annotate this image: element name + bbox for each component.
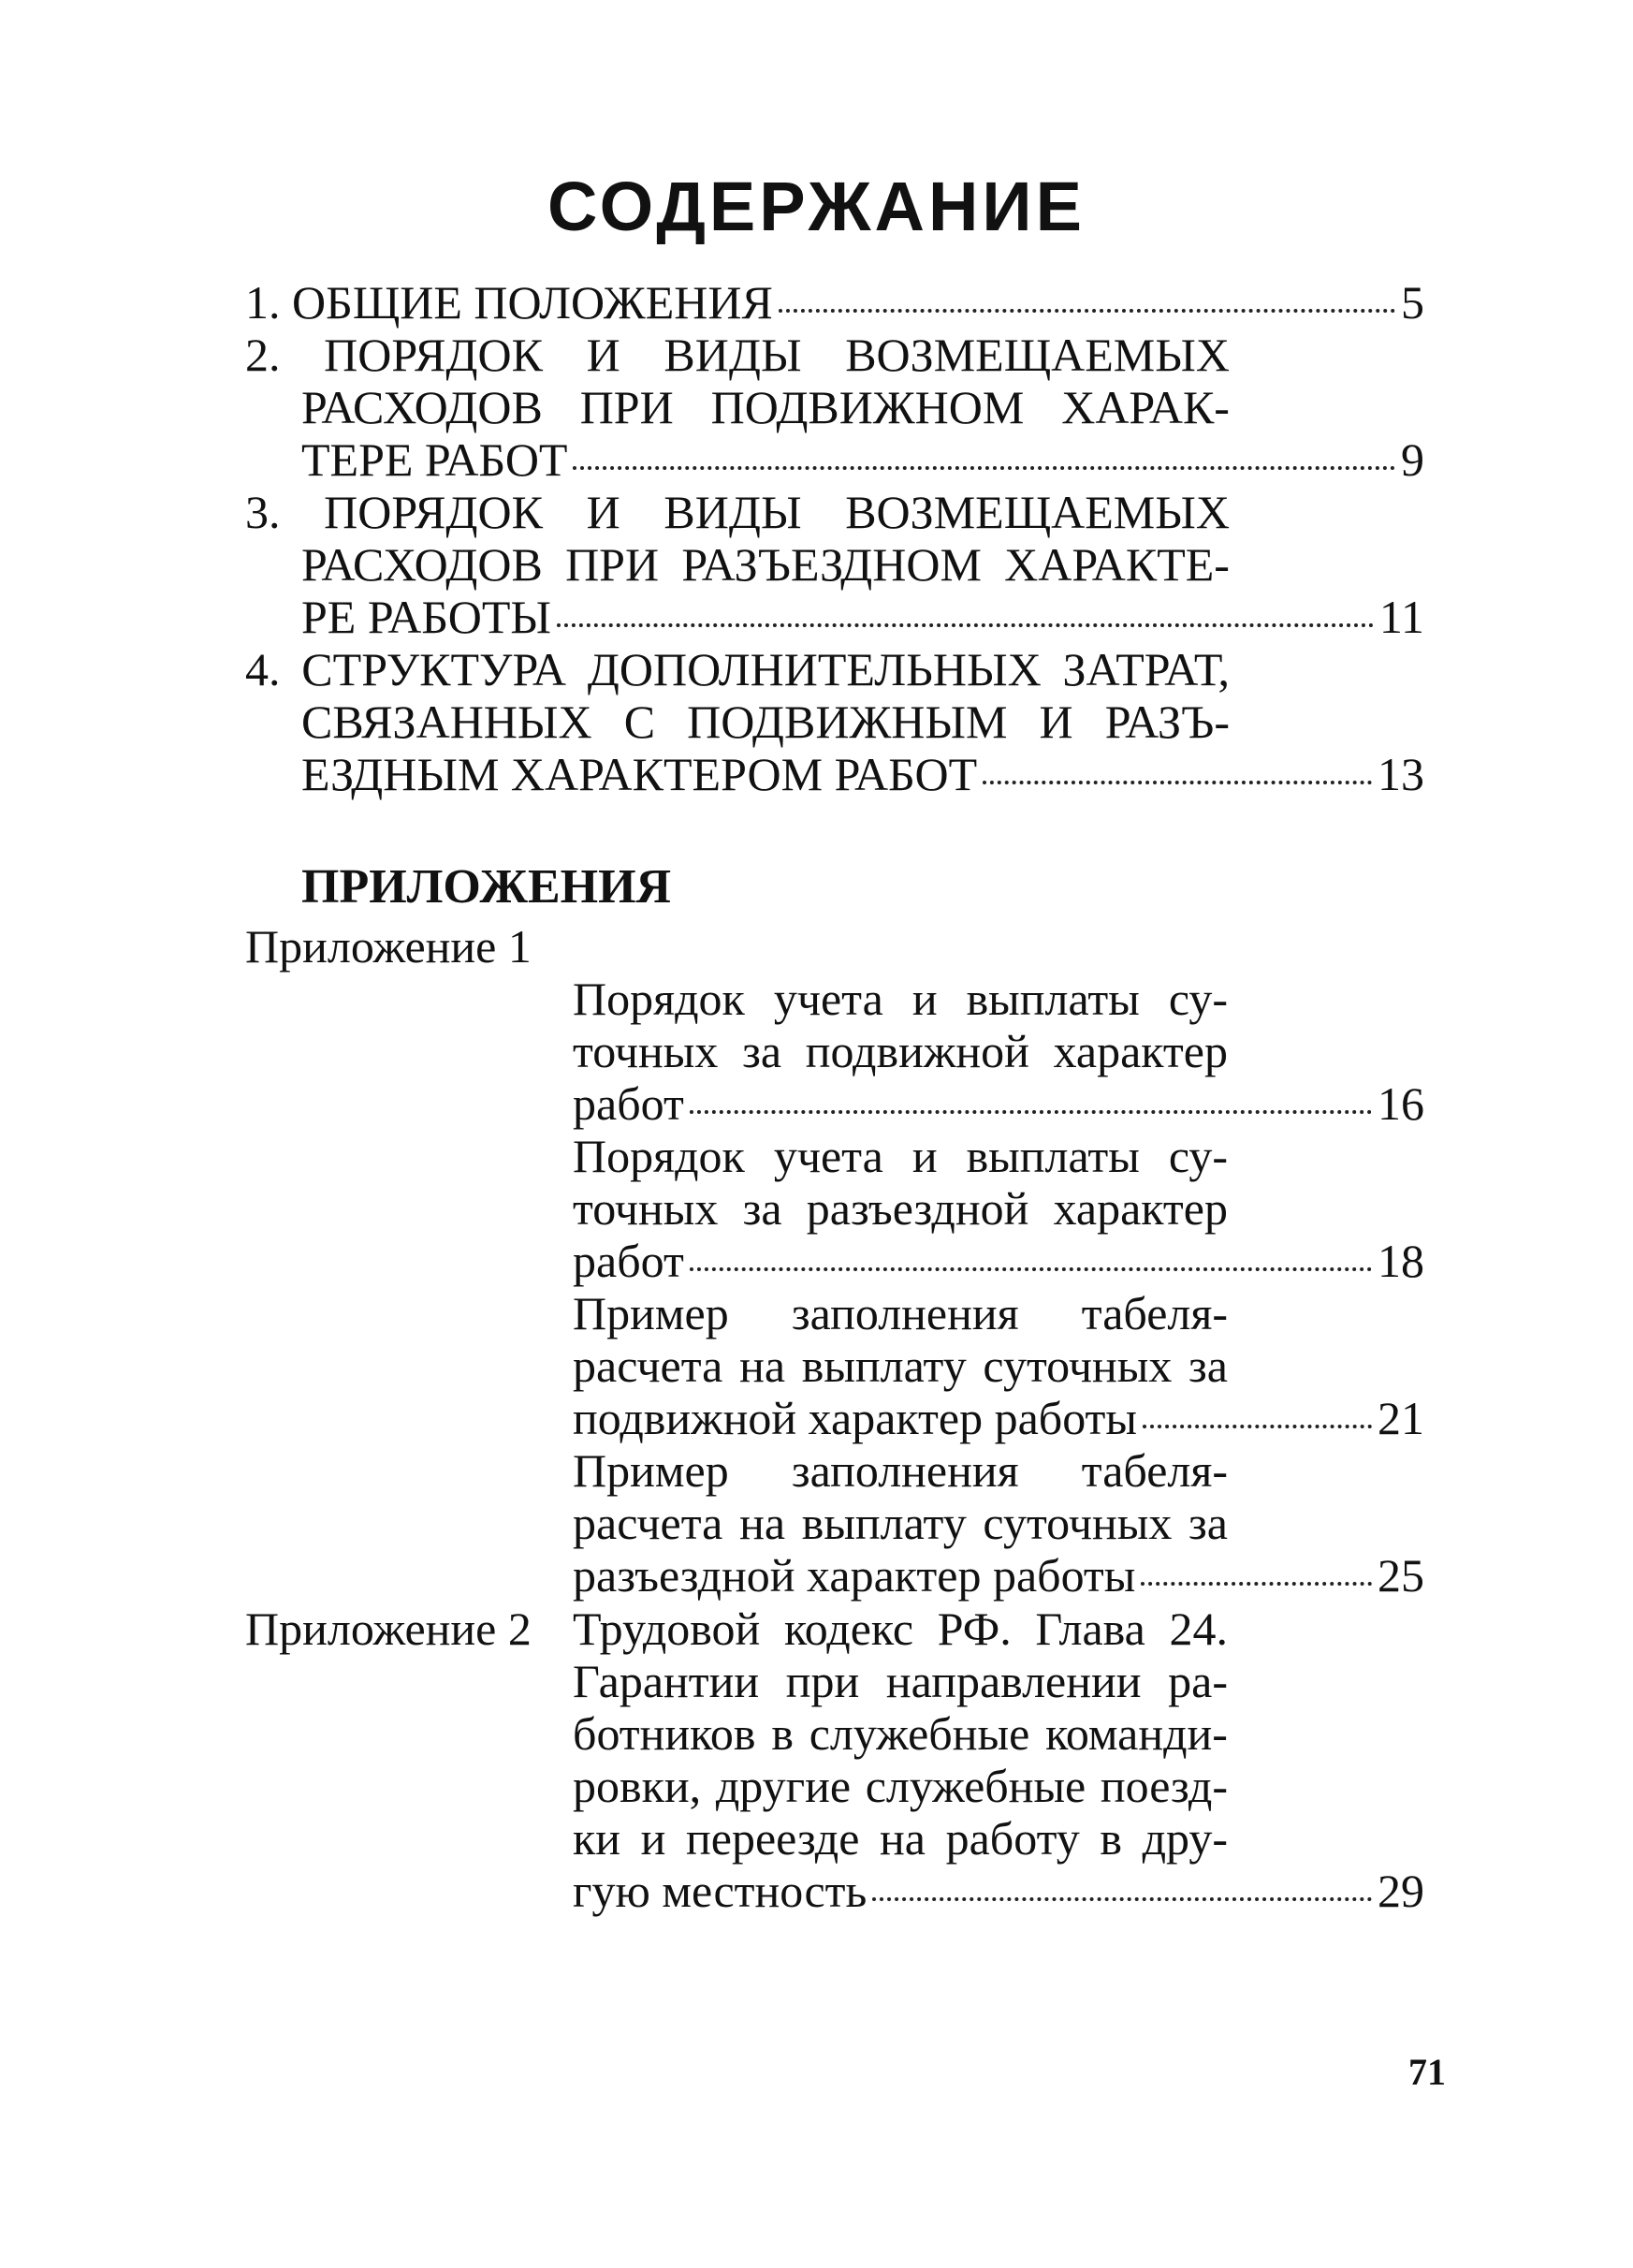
toc-line: расчета на выплату суточных за (573, 1497, 1228, 1549)
toc-page-number: 29 (1378, 1865, 1424, 1917)
toc-entry-last-line (573, 1392, 1424, 1444)
toc-entry (245, 486, 1424, 643)
toc-entry-last-line (573, 1549, 1424, 1602)
toc-page-number: 11 (1378, 591, 1424, 643)
toc-entry (573, 1602, 1424, 1917)
toc-line: 2. ПОРЯДОК И ВИДЫ ВОЗМЕЩАЕМЫХ (245, 329, 1230, 381)
toc-entry-text: гую местность (573, 1865, 868, 1917)
appendix-1-items (573, 973, 1424, 1602)
toc-page-number: 16 (1378, 1077, 1424, 1130)
toc-page-number: 21 (1378, 1392, 1424, 1444)
toc-entry-text: ТЕРЕ РАБОТ (301, 433, 568, 486)
leader-dots (779, 309, 1395, 313)
toc-page-number: 25 (1378, 1549, 1424, 1602)
toc-line: расчета на выплату суточных за (573, 1339, 1228, 1392)
toc-entry-last-line (573, 1235, 1424, 1287)
toc-entry-last-line (573, 1865, 1424, 1917)
toc-line: ки и переезде на работу в дру- (573, 1812, 1228, 1865)
leader-dots (557, 623, 1374, 627)
toc-entry-last-line (245, 433, 1424, 486)
toc-line: Гарантии при направлении ра- (573, 1655, 1228, 1707)
toc-line: Трудовой кодекс РФ. Глава 24. (573, 1602, 1228, 1655)
toc-entry (245, 643, 1424, 800)
toc-entry-last-line (245, 276, 1424, 329)
toc-line: 4. СТРУКТУРА ДОПОЛНИТЕЛЬНЫХ ЗАТРАТ, (245, 643, 1230, 695)
toc-page-number: 13 (1378, 748, 1424, 800)
toc-entry (573, 1287, 1424, 1444)
toc-entry (245, 276, 1424, 329)
toc-page-number: 9 (1401, 433, 1424, 486)
leader-dots (983, 781, 1372, 784)
toc-line: ровки, другие служебные поезд- (573, 1760, 1228, 1812)
table-of-contents (245, 276, 1424, 800)
toc-entry-text: подвижной характер работы (573, 1392, 1138, 1444)
toc-page-number: 18 (1378, 1235, 1424, 1287)
appendices-heading: ПРИЛОЖЕНИЯ (301, 860, 672, 914)
toc-entry-last-line (573, 1077, 1424, 1130)
toc-entry (573, 1130, 1424, 1287)
toc-line: РАСХОДОВ ПРИ ПОДВИЖНОМ ХАРАК- (301, 381, 1230, 433)
toc-line: РАСХОДОВ ПРИ РАЗЪЕЗДНОМ ХАРАКТЕ- (301, 538, 1230, 591)
toc-line: 3. ПОРЯДОК И ВИДЫ ВОЗМЕЩАЕМЫХ (245, 486, 1230, 538)
toc-line: Пример заполнения табеля- (573, 1444, 1228, 1497)
toc-page-number: 5 (1401, 276, 1424, 329)
toc-entry-last-line (245, 591, 1424, 643)
appendix-2-label: Приложение 2 (245, 1602, 532, 1655)
toc-line: Пример заполнения табеля- (573, 1287, 1228, 1339)
toc-line: СВЯЗАННЫХ С ПОДВИЖНЫМ И РАЗЪ- (301, 695, 1230, 748)
toc-entry-text: РЕ РАБОТЫ (301, 591, 551, 643)
appendix-2-items (573, 1602, 1424, 1917)
toc-entry-text: разъездной характер работы (573, 1549, 1136, 1602)
leader-dots (573, 466, 1395, 470)
toc-entry (573, 1444, 1424, 1602)
toc-line: Порядок учета и выплаты су- (573, 973, 1228, 1025)
toc-entry-text: ЕЗДНЫМ ХАРАКТЕРОМ РАБОТ (301, 748, 978, 800)
toc-line: точных за подвижной характер (573, 1025, 1228, 1077)
leader-dots (1141, 1582, 1372, 1586)
toc-entry (245, 329, 1424, 486)
toc-entry-text: работ (573, 1077, 684, 1130)
page-title: СОДЕРЖАНИЕ (547, 168, 1086, 245)
appendix-1-label: Приложение 1 (245, 920, 532, 973)
toc-entry-last-line (245, 748, 1424, 800)
toc-line: ботников в служебные команди- (573, 1707, 1228, 1760)
leader-dots (872, 1897, 1372, 1901)
toc-entry-text: работ (573, 1235, 684, 1287)
toc-line: точных за разъездной характер (573, 1182, 1228, 1235)
toc-entry (573, 973, 1424, 1130)
page-number: 71 (1408, 2051, 1446, 2093)
leader-dots (690, 1267, 1372, 1271)
toc-line: Порядок учета и выплаты су- (573, 1130, 1228, 1182)
leader-dots (1143, 1425, 1372, 1428)
leader-dots (690, 1110, 1372, 1114)
toc-entry-text: 1. ОБЩИЕ ПОЛОЖЕНИЯ (245, 276, 773, 329)
